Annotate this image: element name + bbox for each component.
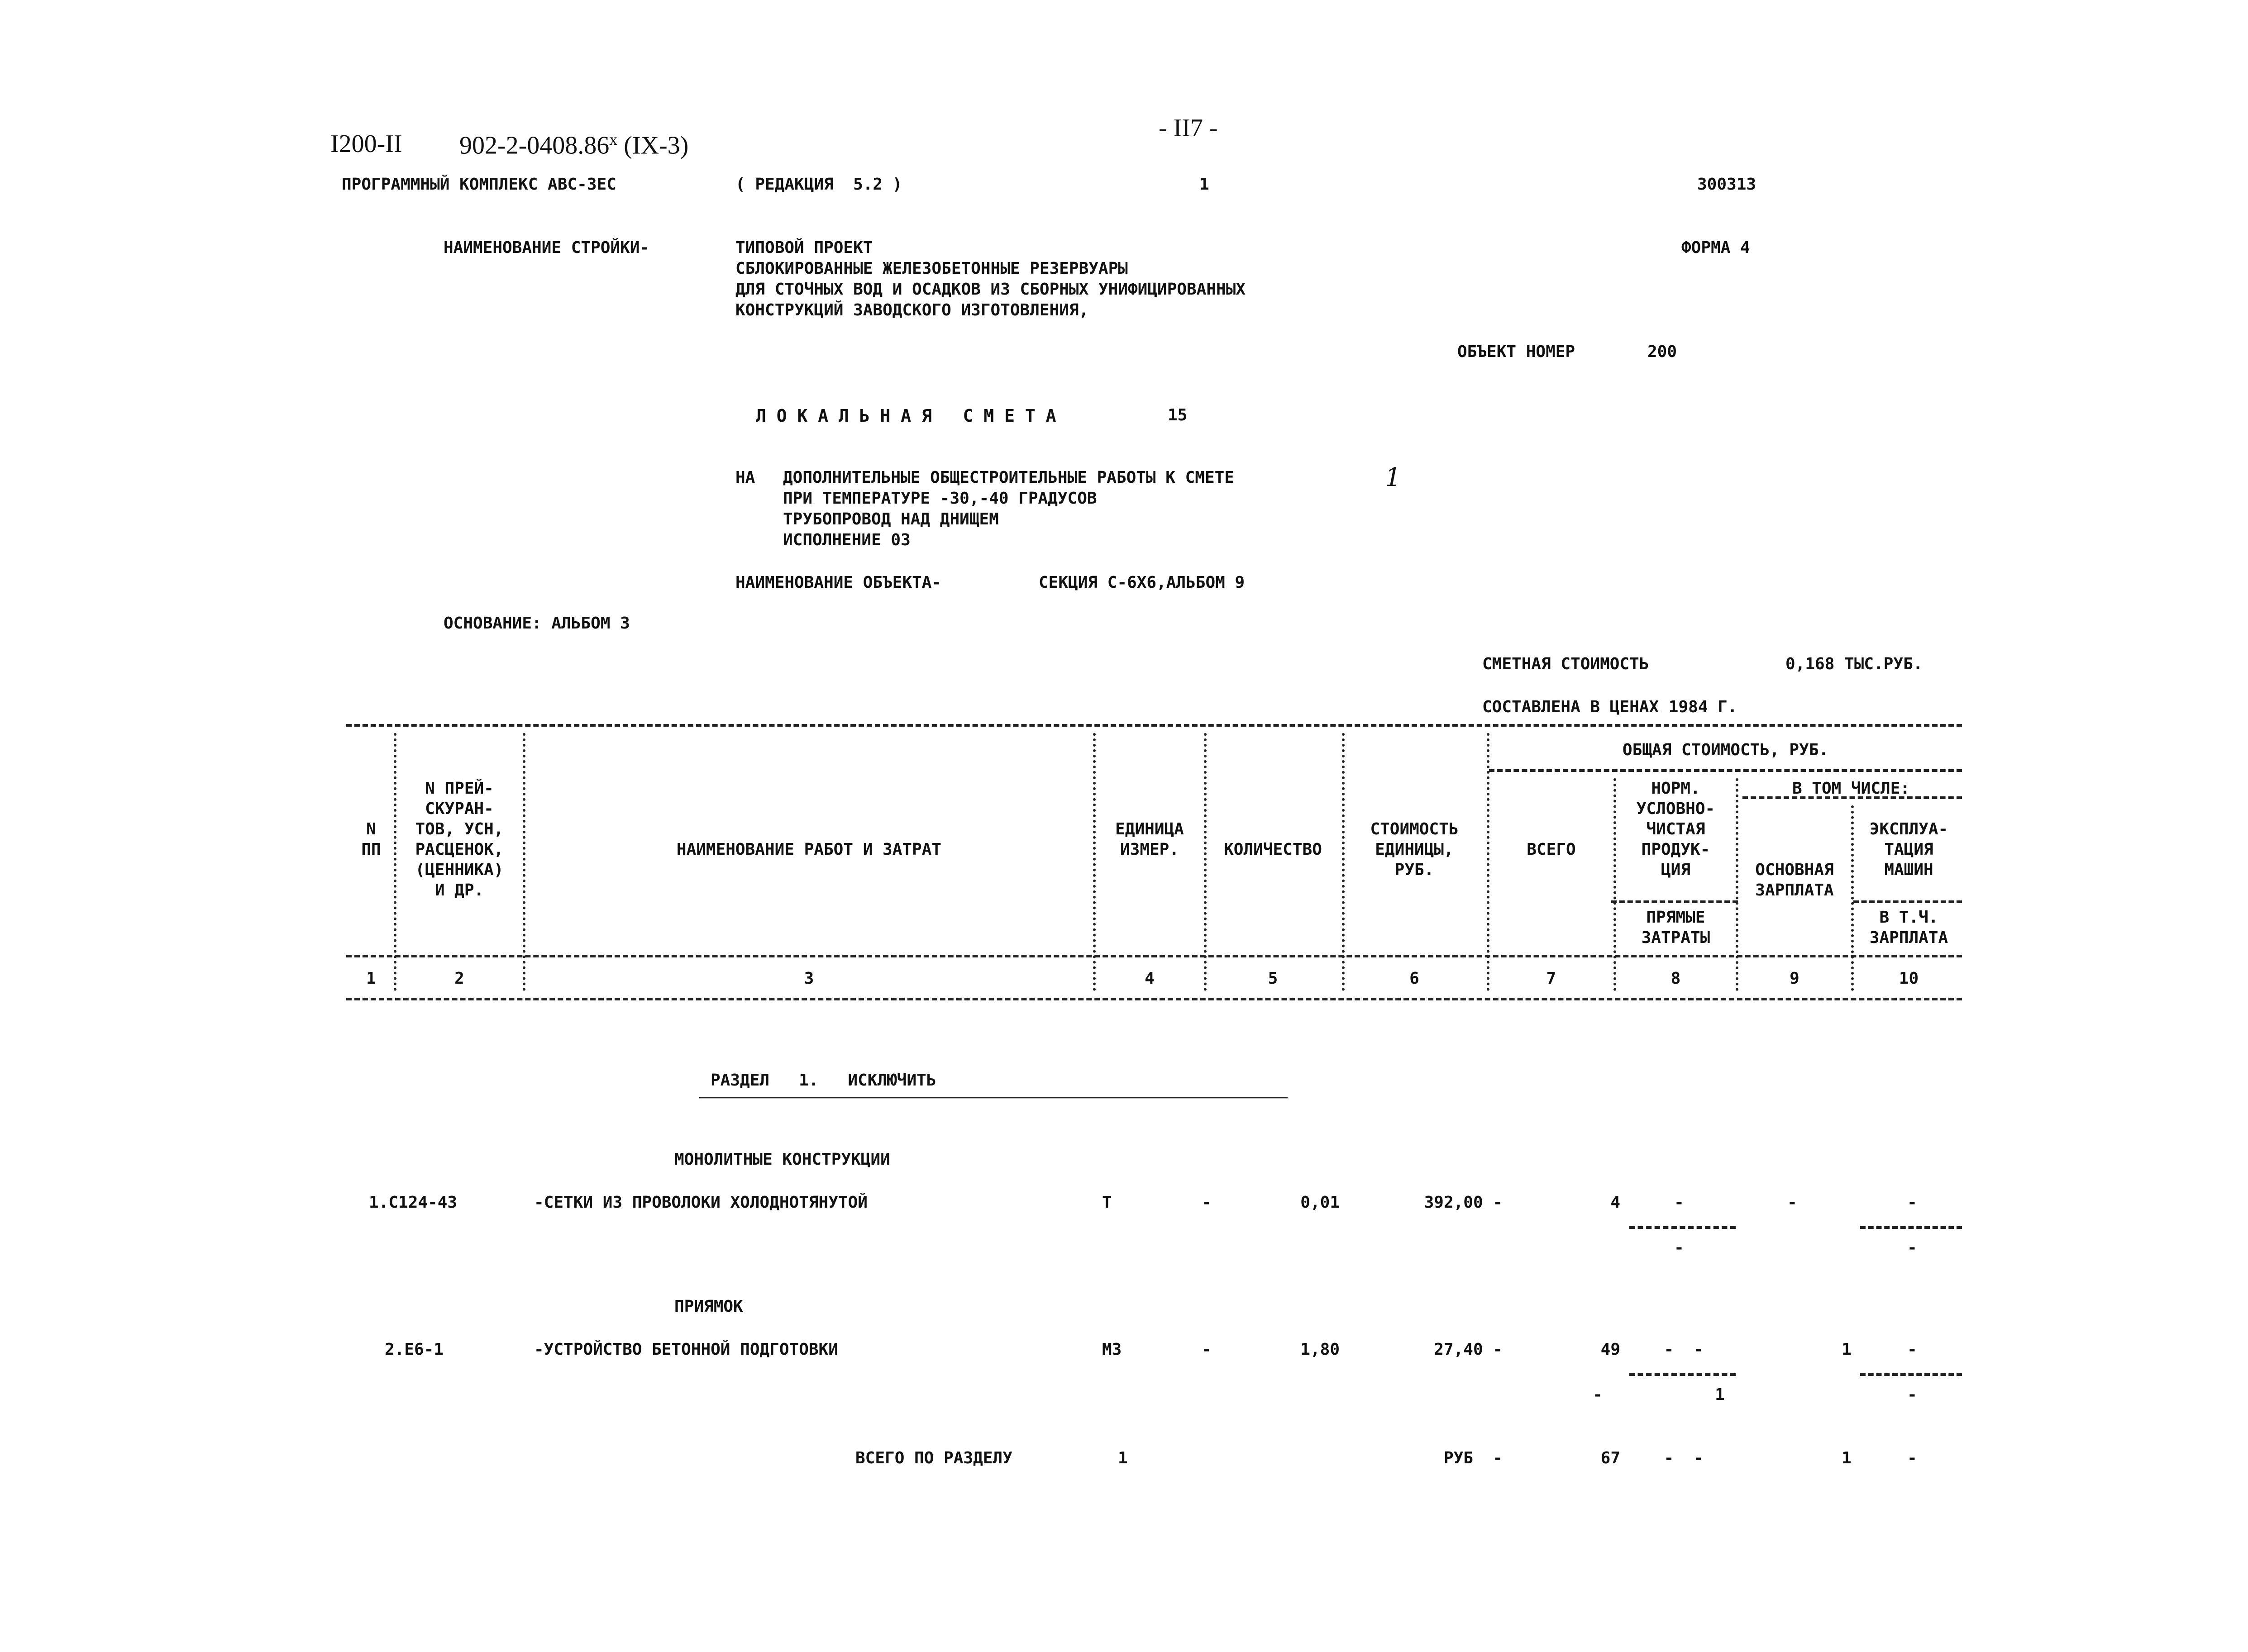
row-price: 392,00 - xyxy=(1424,1193,1503,1212)
group-heading-1: МОНОЛИТНЫЕ КОНСТРУКЦИИ xyxy=(674,1150,890,1169)
col-separator-3 xyxy=(1093,733,1096,991)
col-separator-2 xyxy=(523,733,525,991)
col2-header-line-1: N ПРЕЙ- xyxy=(425,779,494,798)
summary-col9: 1 xyxy=(1842,1449,1852,1467)
program-edition: ( РЕДАКЦИЯ 5.2 ) xyxy=(735,175,902,194)
col10-sub-line-2: ЗАРПЛАТА xyxy=(1869,928,1948,947)
total-cost-rule xyxy=(1489,769,1962,772)
row-name: -УСТРОЙСТВО БЕТОННОЙ ПОДГОТОВКИ xyxy=(534,1340,838,1359)
row-col8-low: - xyxy=(1674,1238,1684,1257)
col8-header-line-1: НОРМ. xyxy=(1651,779,1700,798)
row-col9: - xyxy=(1787,1193,1797,1212)
col6-header-line-3: РУБ. xyxy=(1394,861,1434,879)
row-col10-rule xyxy=(1860,1373,1962,1376)
table-top-rule xyxy=(346,724,1962,727)
col-separator-1 xyxy=(394,733,396,991)
row-sign: - xyxy=(1202,1193,1212,1212)
doc-part: (IX-3) xyxy=(624,131,689,160)
cost-label: СМЕТНАЯ СТОИМОСТЬ xyxy=(1482,655,1649,673)
col4-header-line-1: ЕДИНИЦА xyxy=(1115,820,1184,838)
col-number-6: 6 xyxy=(1409,969,1419,988)
col10-sub-line-1: В Т.Ч. xyxy=(1879,908,1938,927)
summary-col10: - xyxy=(1907,1449,1917,1467)
col2-header-line-2: СКУРАН- xyxy=(425,800,494,818)
col-number-7: 7 xyxy=(1546,969,1556,988)
col2-header-line-3: ТОВ, УСН, xyxy=(415,820,504,838)
col-number-8: 8 xyxy=(1670,969,1681,988)
section-title-underline xyxy=(699,1097,1288,1102)
col8-sub-line-1: ПРЯМЫЕ xyxy=(1646,908,1705,927)
summary-label: ВСЕГО ПО РАЗДЕЛУ xyxy=(855,1449,1012,1467)
estimate-na: НА xyxy=(735,468,755,487)
row-qty: 1,80 xyxy=(1300,1340,1340,1359)
total-cost-header: ОБЩАЯ СТОИМОСТЬ, РУБ. xyxy=(1622,741,1829,759)
col-number-2: 2 xyxy=(454,969,464,988)
row-col8: - - xyxy=(1664,1340,1704,1359)
col10-header-line-3: МАШИН xyxy=(1884,861,1933,879)
row-total-low: - xyxy=(1593,1385,1603,1404)
purpose-line-4: ИСПОЛНЕНИЕ 03 xyxy=(783,531,911,549)
estimate-number: 15 xyxy=(1168,406,1188,424)
numbers-bottom-rule xyxy=(346,998,1962,1000)
basis: ОСНОВАНИЕ: АЛЬБОМ 3 xyxy=(444,614,630,633)
col-separator-6 xyxy=(1487,733,1489,991)
doc-series-number: 902-2-0408.86 xyxy=(459,131,610,160)
group-heading-2: ПРИЯМОК xyxy=(674,1297,743,1316)
col10-header-line-1: ЭКСПЛУА- xyxy=(1869,820,1948,838)
row-col10-low: - xyxy=(1907,1238,1917,1257)
col-number-3: 3 xyxy=(804,969,814,988)
row-price: 27,40 - xyxy=(1434,1340,1503,1359)
col-number-9: 9 xyxy=(1790,969,1799,988)
row-unit: М3 xyxy=(1102,1340,1122,1359)
row-sign: - xyxy=(1202,1340,1212,1359)
purpose-line-2: ПРИ ТЕМПЕРАТУРЕ -30,-40 ГРАДУСОВ xyxy=(783,489,1097,508)
row-col10-low: - xyxy=(1907,1385,1917,1404)
col-number-4: 4 xyxy=(1145,969,1155,988)
form-number: ФОРМА 4 xyxy=(1681,238,1750,257)
doc-series xyxy=(459,131,688,158)
row-name: -СЕТКИ ИЗ ПРОВОЛОКИ ХОЛОДНОТЯНУТОЙ xyxy=(534,1193,868,1212)
col8-header-line-4: ПРОДУК- xyxy=(1641,840,1710,859)
col9-header-line-2: ЗАРПЛАТА xyxy=(1755,881,1834,900)
object-number: 200 xyxy=(1647,343,1677,361)
object-name-label: НАИМЕНОВАНИЕ ОБЪЕКТА- xyxy=(735,573,942,592)
col-number-10: 10 xyxy=(1899,969,1919,988)
program-code: 300313 xyxy=(1697,175,1756,194)
object-name: СЕКЦИЯ С-6Х6,АЛЬБОМ 9 xyxy=(1039,573,1245,592)
incl-header: В ТОМ ЧИСЛЕ: xyxy=(1792,779,1910,798)
row-col9: 1 xyxy=(1842,1340,1852,1359)
col-number-1: 1 xyxy=(366,969,376,988)
col-separator-4 xyxy=(1204,733,1207,991)
summary-unit: РУБ - xyxy=(1443,1449,1503,1467)
row-col8: - xyxy=(1674,1193,1684,1212)
col-separator-7 xyxy=(1613,778,1616,991)
cost-value: 0,168 ТЫС.РУБ. xyxy=(1785,655,1923,673)
row-total: 49 xyxy=(1600,1340,1620,1359)
purpose-line-3: ТРУБОПРОВОД НАД ДНИЩЕМ xyxy=(783,510,999,528)
header-bottom-rule xyxy=(346,955,1962,957)
project-line-2: СБЛОКИРОВАННЫЕ ЖЕЛЕЗОБЕТОННЫЕ РЕЗЕРВУАРЫ xyxy=(735,259,1128,278)
col10-header-line-2: ТАЦИЯ xyxy=(1884,840,1933,859)
col-number-5: 5 xyxy=(1268,969,1278,988)
col4-header-line-2: ИЗМЕР. xyxy=(1120,840,1179,859)
doc-code: I200-II xyxy=(330,130,402,158)
col-separator-9 xyxy=(1851,805,1854,991)
col1-header-line-1: N xyxy=(366,820,376,838)
section-title: РАЗДЕЛ 1. ИСКЛЮЧИТЬ xyxy=(711,1071,936,1090)
col8-header-line-2: УСЛОВНО- xyxy=(1636,800,1715,818)
col8-header-line-3: ЧИСТАЯ xyxy=(1646,820,1705,838)
project-line-3: ДЛЯ СТОЧНЫХ ВОД И ОСАДКОВ ИЗ СБОРНЫХ УНИФИЦИРОВАННЫХ xyxy=(735,280,1246,299)
page-number: - II7 - xyxy=(1159,114,1218,142)
row-col10: - xyxy=(1907,1340,1917,1359)
col1-header-line-2: ПП xyxy=(361,840,381,859)
handwritten-ref: 1 xyxy=(1385,463,1401,492)
program-complex: ПРОГРАММНЫЙ КОМПЛЕКС АВС-ЗЕС xyxy=(342,175,616,194)
col3-header: НАИМЕНОВАНИЕ РАБОТ И ЗАТРАТ xyxy=(676,840,942,859)
col6-header-line-2: ЕДИНИЦЫ, xyxy=(1375,840,1454,859)
summary-col8: - - xyxy=(1664,1449,1704,1467)
row-col10: - xyxy=(1907,1193,1917,1212)
object-number-label: ОБЪЕКТ НОМЕР xyxy=(1457,343,1575,361)
col10-sub-rule xyxy=(1853,900,1962,903)
program-sheet: 1 xyxy=(1199,175,1209,194)
row-code: 1.С124-43 xyxy=(369,1193,458,1212)
estimate-title: Л О К А Л Ь Н А Я С М Е Т А xyxy=(756,406,1056,426)
col2-header-line-4: РАСЦЕНОК, xyxy=(415,840,504,859)
col8-sub-line-2: ЗАТРАТЫ xyxy=(1641,928,1710,947)
col5-header: КОЛИЧЕСТВО xyxy=(1224,840,1322,859)
col7-header: ВСЕГО xyxy=(1527,840,1576,859)
col-separator-8 xyxy=(1736,778,1738,991)
summary-section-no: 1 xyxy=(1118,1449,1128,1467)
summary-total: 67 xyxy=(1600,1449,1620,1467)
col2-header-line-6: И ДР. xyxy=(434,881,484,900)
col9-header-line-1: ОСНОВНАЯ xyxy=(1755,861,1834,879)
col2-header-line-5: (ЦЕННИКА) xyxy=(415,861,504,879)
purpose-line-1: ДОПОЛНИТЕЛЬНЫЕ ОБЩЕСТРОИТЕЛЬНЫЕ РАБОТЫ К СМЕТЕ xyxy=(783,468,1234,487)
row-col8-low: 1 xyxy=(1715,1385,1725,1404)
doc-series-mark: x xyxy=(609,130,618,148)
construction-label: НАИМЕНОВАНИЕ СТРОЙКИ- xyxy=(444,238,650,257)
row-code: 2.Е6-1 xyxy=(385,1340,444,1359)
col6-header-line-1: СТОИМОСТЬ xyxy=(1370,820,1459,838)
row-qty: 0,01 xyxy=(1300,1193,1340,1212)
row-col8-rule xyxy=(1629,1226,1736,1229)
prices-note: СОСТАВЛЕНА В ЦЕНАХ 1984 Г. xyxy=(1482,698,1737,716)
row-unit: Т xyxy=(1102,1193,1112,1212)
project-line-4: КОНСТРУКЦИЙ ЗАВОДСКОГО ИЗГОТОВЛЕНИЯ, xyxy=(735,301,1089,319)
col8-sub-rule xyxy=(1611,900,1738,903)
project-line-1: ТИПОВОЙ ПРОЕКТ xyxy=(735,238,873,257)
row-col8-rule xyxy=(1629,1373,1736,1376)
row-total: 4 xyxy=(1610,1193,1620,1212)
col8-header-line-5: ЦИЯ xyxy=(1661,861,1691,879)
row-col10-rule xyxy=(1860,1226,1962,1229)
